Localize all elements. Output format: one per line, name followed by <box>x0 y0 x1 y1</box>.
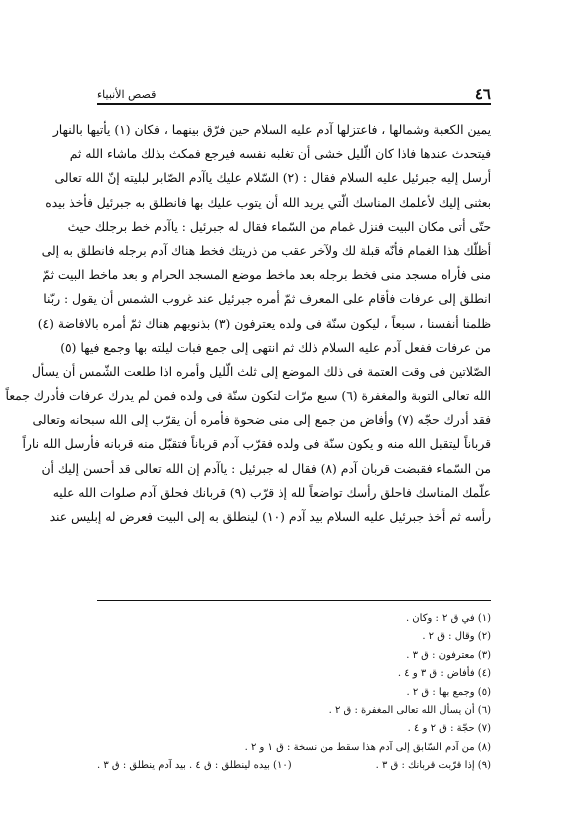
body-line: حتّى أتى مكان البيت فنزل غمام من السّماء فقال له جبرئيل : ياآدم خط برجلك حيث <box>67 219 491 234</box>
footnote-row <box>97 757 491 775</box>
footnote: (٧) حجّة : ق ٢ و ٤ . <box>407 723 491 735</box>
body-line: أظلّك هذا الغمام فأنّه قبلة لك ولآخر عقب من ذريتك فخط هناك آدم برجله فانطلق به إلى <box>41 243 491 258</box>
footnote: (٤) فأفاض : ق ٣ و ٤ . <box>397 668 491 680</box>
footnote: (٢) وقال : ق ٢ . <box>422 631 491 643</box>
body-line: الله تعالى التوبة والمغفرة (٦) سبع مرّات لتكون سنّة فى ولده فمن لم يدرك عرفات فأدرك جمعاً <box>5 389 491 404</box>
body-line: علّمك المناسك فاحلق رأسك تواضعاً لله إذ قرّب (٩) قربانك فحلق آدم صلوات الله عليه <box>52 485 491 500</box>
body-line: بعثنى إليك لأعلمك المناسك الّتي يريد الله أن يتوب عليك بها فانطلق به جبرئيل فأخذ بيده <box>45 195 491 210</box>
body-line: يمين الكعبة وشمالها ، فاعتزلها آدم عليه السلام حين فرّق بينهما ، فكان (١) يأتيها بالنهار <box>52 123 491 137</box>
body-line: من عرفات ففعل آدم عليه السلام ذلك ثم انتهى إلى جمع فبات ليلته بها وجمع فيها (٥) <box>60 340 491 355</box>
running-title: قصص الأنبياء <box>97 88 157 101</box>
body-line: ظلمنا أنفسنا ، سبعاً ، ليكون سنّة فى ولده يعترفون (٣) بذنوبهم هناك ثمّ أمره بالافاضة (٤) <box>37 316 491 331</box>
body-line: قرباناً ليتقبل الله منه و يكون سنّة فى ولده فقرّب آدم قرباناً فتقبّل منه قربانه فأرسل الله ناراً <box>22 437 491 452</box>
body-line: الصّلاتين فى وقت العتمة فى ذلك الموضع إلى ثلث الّليل وأمره اذا طلعت الشّمس أن يسأل <box>31 364 491 379</box>
footnote: (٣) معترفون : ق ٣ . <box>406 649 491 661</box>
footnote: (٥) وجمع بها : ق ٢ . <box>406 686 491 698</box>
footnote: (٦) أن يسأل الله تعالى المغفرة : ق ٢ . <box>328 704 491 716</box>
body-line: رأسه ثم أخذ جبرئيل عليه السلام بيد آدم (١٠) لينطلق به إلى البيت فعرض له إبليس عند <box>49 510 491 524</box>
body-text <box>5 118 491 529</box>
page-number: ٤٦ <box>474 85 491 103</box>
body-line: فقد أدرك حجّه (٧) وأفاض من جمع إلى منى ضحوة فأمره أن يقرّب إلى الله سبحانه وتعالى <box>32 413 491 428</box>
page-header <box>97 82 491 102</box>
footnote: (١٠) بيده لينطلق : ق ٤ . بيد آدم ينطلق : ق ٣ . <box>97 760 292 772</box>
body-line: انطلق إلى عرفات فأقام على المعرف ثمّ أمره جبرئيل عند غروب الشمس أن يقول : ربّنا <box>43 292 491 307</box>
footnotes <box>97 610 491 776</box>
body-line: منى فأراه مسجد منى فخط برجله بعد ماخط موضع المسجد الحرام و بعد ماخط البيت ثمّ <box>42 268 491 283</box>
header-rule <box>97 103 491 105</box>
footnote: (١) في ق ٢ : وكان . <box>405 613 491 624</box>
body-line: أرسل إليه جبرئيل عليه السلام فقال : (٢) السّلام عليك ياآدم الصّابر لبليته إنّ الله تعالى <box>54 171 491 186</box>
footnote-separator <box>97 600 491 601</box>
footnote: (٨) من آدم السّابق إلى آدم هذا سقط من نسخة : ق ١ و ٢ . <box>244 741 491 753</box>
body-line: فيتحدث عندها فاذا كان الّليل خشى أن تغلبه نفسه فيرجع فمكث بذلك ماشاء الله ثم <box>69 147 491 162</box>
footnote: (٩) إذا قرّبت قربانك : ق ٣ . <box>375 760 491 772</box>
body-line: من السّماء فقبضت قربان آدم (٨) فقال له جبرئيل : ياآدم إن الله تعالى قد أحسن إليك أن <box>41 461 491 476</box>
